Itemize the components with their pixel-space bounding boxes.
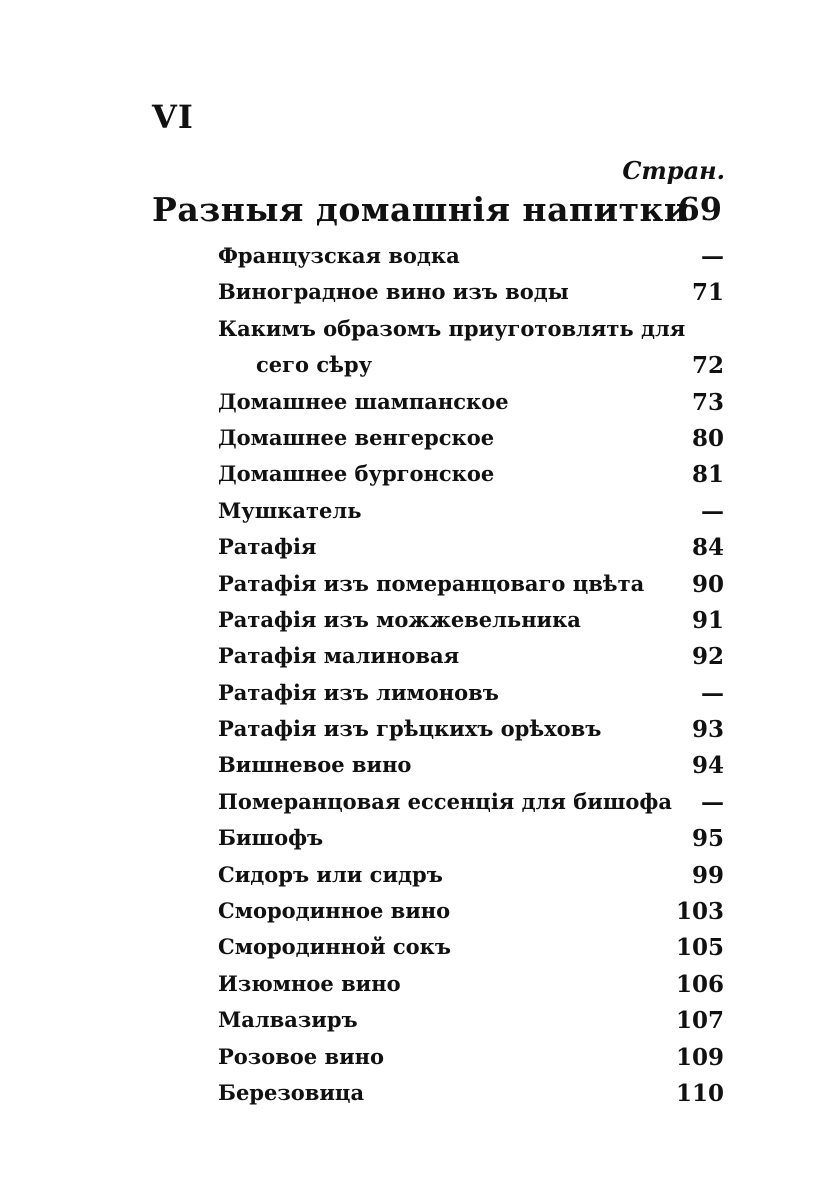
toc-entry-label: сего сѣру — [256, 352, 373, 378]
toc-entry-label: Изюмное вино — [218, 970, 401, 996]
toc-entry-page: — — [701, 243, 724, 270]
toc-entry-page: — — [701, 497, 724, 525]
toc-entry-continuation — [218, 348, 724, 384]
toc-entry-label: Ратафія малиновая — [218, 643, 460, 669]
toc-entry — [218, 676, 724, 712]
toc-entry — [218, 639, 724, 675]
toc-entry — [218, 421, 724, 457]
toc-entry-page: 71 — [691, 279, 724, 307]
toc-entry — [218, 239, 724, 275]
toc-entry-page: 106 — [675, 970, 724, 998]
section-page-number: 69 — [677, 190, 722, 228]
toc-entry-label: Вишневое вино — [218, 752, 412, 778]
toc-entry-label: Виноградное вино изъ воды — [218, 279, 569, 305]
toc-entry — [218, 530, 724, 566]
toc-entry-page: 94 — [691, 752, 724, 780]
toc-entry-label: Померанцовая ессенція для бишофа — [218, 788, 672, 814]
toc-entry-page: 109 — [675, 1043, 724, 1071]
toc-entry-label: Домашнее бургонское — [218, 461, 495, 487]
table-of-contents — [218, 239, 724, 1112]
column-header: Стран. — [622, 156, 725, 185]
toc-entry-page: 73 — [691, 388, 724, 416]
toc-entry — [218, 785, 724, 821]
toc-entry-page: 99 — [691, 861, 724, 889]
toc-entry-page: 84 — [691, 534, 724, 562]
toc-entry-label: Ратафія изъ померанцоваго цвѣта — [218, 570, 645, 596]
toc-entry — [218, 858, 724, 894]
toc-entry-page: 72 — [691, 352, 724, 380]
toc-entry — [218, 567, 724, 603]
toc-entry-page: 92 — [691, 643, 724, 671]
toc-entry-label: Ратафія изъ можжевельника — [218, 606, 581, 632]
toc-entry-page: 103 — [675, 898, 724, 926]
toc-entry — [218, 821, 724, 857]
toc-entry-label: Ратафія изъ грѣцкихъ орѣховъ — [218, 716, 602, 742]
toc-entry-label: Сидоръ или сидръ — [218, 861, 443, 887]
toc-entry-page: — — [701, 788, 724, 816]
toc-entry — [218, 457, 724, 493]
toc-entry-page: 107 — [675, 1007, 724, 1035]
toc-entry-page: 95 — [691, 825, 724, 853]
toc-entry-label: Смородинной сокъ — [218, 934, 451, 960]
toc-entry-page: 81 — [691, 461, 724, 489]
toc-entry-label: Домашнее венгерское — [218, 424, 495, 450]
toc-entry — [218, 712, 724, 748]
toc-entry-page: — — [701, 679, 724, 707]
toc-entry-page: 110 — [675, 1079, 724, 1107]
toc-entry-label: Ратафія — [218, 534, 317, 560]
toc-entry-label: Домашнее шампанское — [218, 388, 509, 414]
section-title: Разныя домашнія напитки — [152, 190, 689, 229]
toc-entry-label: Какимъ образомъ приуготовлять для — [218, 315, 686, 341]
toc-entry-label: Розовое вино — [218, 1043, 385, 1069]
toc-entry — [218, 312, 724, 348]
toc-entry-page: 105 — [675, 934, 724, 962]
toc-entry — [218, 967, 724, 1003]
section-heading — [152, 190, 722, 238]
toc-entry-label: Ратафія изъ лимоновъ — [218, 679, 499, 705]
toc-entry — [218, 494, 724, 530]
page-number: VI — [152, 98, 194, 136]
toc-entry-page: 90 — [691, 570, 724, 598]
toc-entry — [218, 275, 724, 311]
toc-entry-page: 80 — [691, 424, 724, 452]
toc-entry — [218, 930, 724, 966]
toc-entry-label: Смородинное вино — [218, 898, 451, 924]
toc-entry — [218, 1003, 724, 1039]
toc-entry-label: Малвазиръ — [218, 1007, 358, 1033]
toc-entry-label: Бишофъ — [218, 825, 324, 851]
toc-entry — [218, 894, 724, 930]
toc-entry-label: Мушкатель — [218, 497, 362, 523]
toc-entry-page: 93 — [691, 716, 724, 744]
toc-entry — [218, 748, 724, 784]
toc-entry — [218, 1076, 724, 1112]
toc-entry — [218, 385, 724, 421]
toc-entry-label: Березовица — [218, 1079, 365, 1105]
toc-entry — [218, 1040, 724, 1076]
toc-entry — [218, 603, 724, 639]
toc-entry-label: Французская водка — [218, 243, 460, 268]
toc-entry-page: 91 — [691, 606, 724, 634]
